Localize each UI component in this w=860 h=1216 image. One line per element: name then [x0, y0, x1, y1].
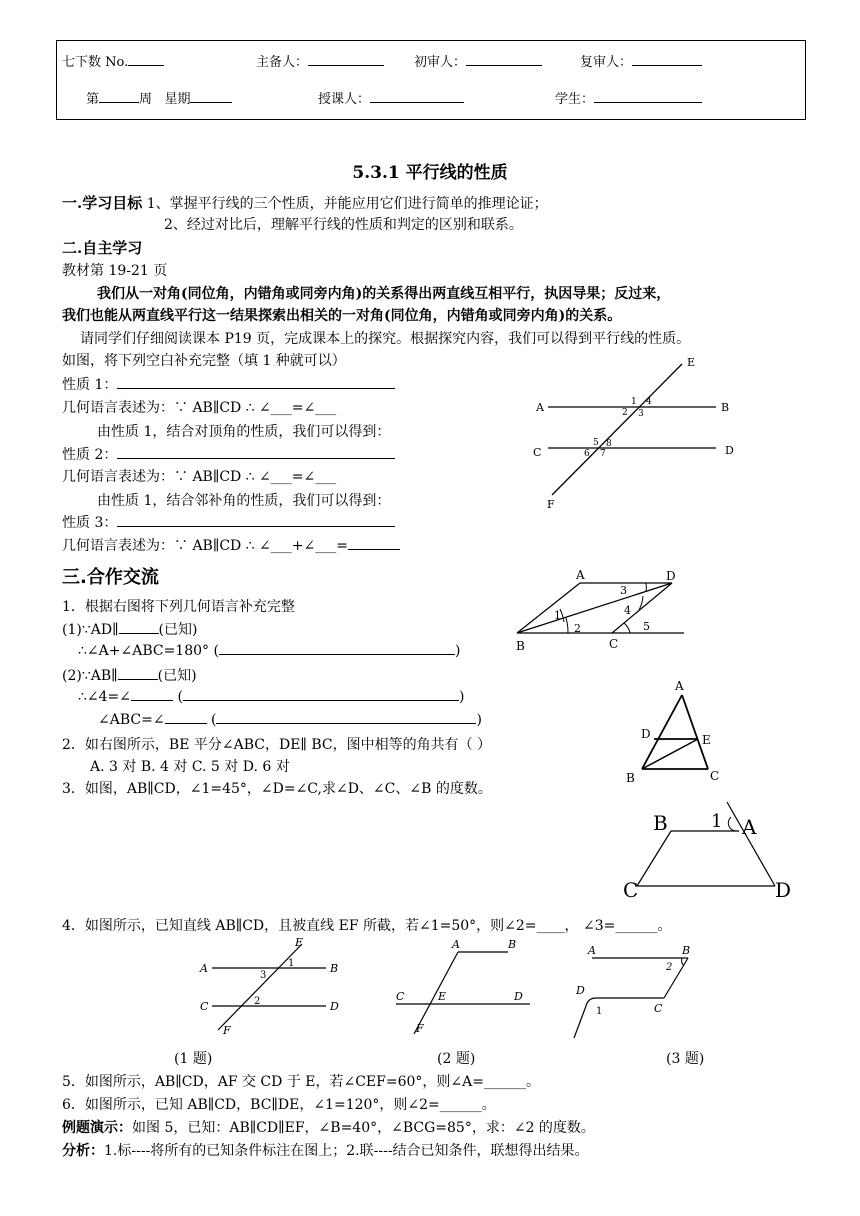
p3-label-C: C [654, 1002, 663, 1015]
pg-angle-3: 3 [620, 584, 627, 597]
pg-label-D: D [666, 569, 676, 583]
p3-label-B: B [682, 944, 691, 957]
problem3-figure [566, 938, 702, 1042]
parallelogram-figure [512, 566, 692, 652]
pg-angle-2: 2 [574, 622, 581, 635]
pg-angle-4: 4 [624, 604, 631, 617]
property1-geometry: 几何语言表述为：∵ AB∥CD ∴ ∠___=∠___ [62, 400, 337, 416]
example-demo: 例题演示：如图 5，已知：AB∥CD∥EF，∠B=40°，∠BCG=85°，求：∠2 的度数。 [62, 1120, 595, 1136]
tri-label-B: B [626, 771, 635, 785]
property3: 性质 3： [62, 512, 395, 532]
trap-angle-1: 1 [711, 811, 723, 832]
objectives-line1: 一.学习目标 1、掌握平行线的三个性质，并能应用它们进行简单的推理论证； [62, 194, 548, 212]
parallel-lines-figure [530, 352, 750, 514]
intro-bold-line1: 我们从一对角(同位角，内错角或同旁内角)的关系得出两直线互相平行，执因导果；反过来， [97, 286, 671, 302]
trapezoid-figure [615, 798, 795, 900]
self-study-heading: 二.自主学习 [62, 239, 143, 257]
q2-options: A. 3 对 B. 4 对 C. 5 对 D. 6 对 [90, 759, 290, 775]
trap-label-C: C [623, 878, 639, 900]
q1-2-given: (2)∵AB∥ (已知) [62, 668, 197, 684]
q5-stem: 5．如图所示，AB∥CD，AF 交 CD 于 E，若∠CEF=60°，则∠A=______。 [62, 1074, 540, 1090]
p1-label-D: D [330, 1000, 339, 1013]
label-B: B [721, 401, 730, 414]
doc-number: 七下数 No. [62, 51, 164, 70]
p2-label-B: B [508, 938, 517, 951]
caption-problem3: (3 题) [666, 1051, 705, 1067]
intro-text: 请同学们仔细阅读课本 P19 页，完成课本上的探究。根据探究内容，我们可以得到平行线的性质。 [80, 331, 691, 347]
property3-geometry: 几何语言表述为：∵ AB∥CD ∴ ∠___+∠___= [62, 535, 400, 555]
derive-property3: 由性质 1，结合邻补角的性质，我们可以得到： [97, 493, 391, 509]
tri-label-D: D [641, 727, 651, 741]
angle-8: 8 [606, 439, 612, 449]
tri-label-E: E [702, 733, 711, 747]
angle-4: 4 [646, 397, 652, 407]
label-C: C [533, 446, 542, 459]
label-E: E [687, 356, 696, 369]
p1-angle-2: 2 [254, 996, 261, 1007]
trap-label-D: D [775, 878, 792, 900]
tri-label-C: C [710, 769, 720, 783]
p1-angle-1: 1 [288, 958, 295, 969]
property2: 性质 2： [62, 444, 395, 464]
p1-label-B: B [330, 962, 339, 975]
angle-5: 5 [593, 438, 599, 448]
angle-6: 6 [584, 449, 590, 459]
pg-label-B: B [516, 639, 525, 652]
p3-angle-2: 2 [666, 962, 673, 973]
q1-stem: 1．根据右图将下列几何语言补充完整 [62, 599, 295, 615]
p2-label-E: E [438, 990, 447, 1003]
page-title: 5.3.1 平行线的性质 [352, 163, 508, 183]
q3-stem: 3．如图，AB∥CD，∠1=45°，∠D=∠C,求∠D、∠C、∠B 的度数。 [62, 781, 492, 797]
trap-label-B: B [653, 811, 668, 835]
first-review: 初审人： [414, 51, 542, 70]
analysis: 分析：1.标----将所有的已知条件标注在图上；2.联----结合已知条件，联想得出结果。 [62, 1143, 589, 1159]
q6-stem: 6．如图所示，已知 AB∥CD，BC∥DE，∠1=120°，则∠2=______。 [62, 1097, 496, 1113]
property2-geometry: 几何语言表述为：∵ AB∥CD ∴ ∠___=∠___ [62, 469, 337, 485]
angle-2: 2 [622, 408, 628, 418]
cooperation-heading: 三.合作交流 [62, 567, 159, 588]
label-D: D [725, 444, 734, 457]
p2-label-A: A [452, 938, 460, 951]
property1: 性质 1： [62, 374, 395, 394]
q1-1-given: (1)∵AD∥ (已知) [62, 622, 198, 638]
tri-label-A: A [675, 679, 684, 693]
q1-2-conclusion-a: ∴∠4=∠ ( ) [78, 689, 465, 705]
p2-label-D: D [514, 990, 523, 1003]
caption-problem2: (2 题) [437, 1051, 476, 1067]
pg-label-A: A [576, 568, 585, 582]
angle-7: 7 [600, 449, 606, 459]
q1-1-conclusion: ∴∠A+∠ABC=180° ( ) [78, 643, 461, 659]
problem2-figure [390, 936, 540, 1036]
prepared-by: 主备人： [256, 51, 384, 70]
teacher-field: 授课人： [318, 88, 464, 107]
pg-label-C: C [609, 637, 619, 651]
p1-label-C: C [200, 1000, 209, 1013]
p1-label-F: F [223, 1024, 231, 1036]
q4-stem: 4．如图所示，已知直线 AB∥CD，且被直线 EF 所截，若∠1=50°，则∠2=____， ∠3=______。 [62, 918, 672, 934]
p1-label-A: A [200, 962, 208, 975]
angle-1: 1 [631, 397, 637, 407]
week-field: 第 周 星期 [86, 88, 232, 107]
label-F: F [547, 498, 555, 511]
problem1-figure [196, 936, 352, 1036]
p3-label-D: D [576, 984, 585, 997]
trap-label-A: A [742, 815, 757, 839]
q2-stem: 2．如右图所示，BE 平分∠ABC，DE∥ BC，图中相等的角共有（ ） [62, 737, 492, 753]
angle-3: 3 [638, 409, 644, 419]
p1-label-E: E [295, 936, 304, 949]
objectives-line2: 2、经过对比后，理解平行线的性质和判定的区别和联系。 [164, 217, 523, 233]
p1-angle-3: 3 [260, 970, 267, 981]
p2-label-F: F [416, 1022, 424, 1035]
intro-bold-line2: 我们也能从两直线平行这一结果探索出相关的一对角(同位角，内错角或同旁内角)的关系。 [62, 308, 622, 324]
student-field: 学生： [555, 88, 702, 107]
q1-2-conclusion-b: ∠ABC=∠ ( ) [98, 712, 482, 728]
derive-property2: 由性质 1，结合对顶角的性质，我们可以得到： [97, 424, 391, 440]
p3-label-A: A [588, 944, 596, 957]
p3-angle-1: 1 [596, 1006, 603, 1017]
fill-hint: 如图，将下列空白补充完整（填 1 种就可以） [62, 353, 346, 369]
second-review: 复审人： [580, 51, 702, 70]
textbook-pages: 教材第 19-21 页 [62, 263, 168, 279]
p2-label-C: C [396, 990, 405, 1003]
pg-angle-5: 5 [643, 620, 650, 633]
caption-problem1: (1 题) [174, 1051, 213, 1067]
label-A: A [536, 401, 544, 414]
triangle-figure [620, 676, 730, 786]
pg-angle-1: 1 [554, 609, 561, 622]
